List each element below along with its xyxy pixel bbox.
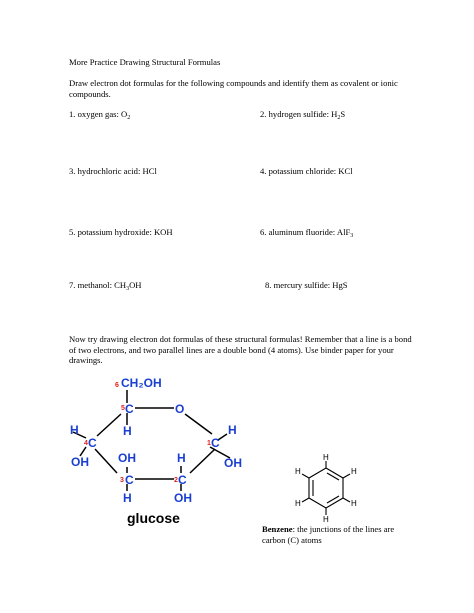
carbon-2: C [178, 473, 187, 487]
benzene-h-upper-left: H [295, 467, 301, 476]
item-6: 6. aluminum fluoride: AlF$_3$ [260, 227, 354, 239]
instructions: Draw electron dot formulas for the following compounds and identify them as covalent or ionic compounds. [69, 78, 398, 99]
carbon-number-1: 1 [207, 440, 211, 447]
benzene-h-top: H [323, 453, 329, 462]
hydrogen-c5: H [123, 424, 132, 438]
hydrogen-c3: H [123, 491, 132, 505]
benzene-h-upper-right: H [351, 467, 357, 476]
hydroxyl-c3: OH [118, 451, 136, 465]
item-5: 5. potassium hydroxide: KOH [69, 227, 173, 237]
carbon-3: C [125, 473, 134, 487]
carbon-number-3: 3 [120, 477, 124, 484]
hydrogen-c2: H [177, 451, 186, 465]
carbon-1: C [211, 436, 220, 450]
carbon-4: C [88, 436, 97, 450]
benzene-h-bottom: H [323, 515, 329, 524]
item-7: 7. methanol: $CH_3OH$ [69, 280, 142, 292]
benzene-caption: Benzene: the junctions of the lines are carbon (C) atoms [262, 524, 395, 545]
item-2: 2. hydrogen sulfide: $H_2S$ [260, 109, 346, 121]
hydroxyl-c4: OH [71, 455, 89, 469]
structural-intro: Now try drawing electron dot formulas of these structural formulas! Remember that a line is a bond of two electrons, and two parallel lines are a double bond (4 atoms). Use binder paper for your drawings. [69, 334, 412, 365]
item-1: 1. oxygen gas: $O_2$ [69, 109, 131, 121]
carbon-number-2: 2 [174, 477, 178, 484]
glucose-label: glucose [127, 510, 180, 526]
hydroxyl-c1: OH [224, 456, 242, 470]
carbon-number-6: 6 [115, 382, 119, 389]
carbon-number-5: 5 [121, 405, 125, 412]
hydroxyl-c2: OH [174, 491, 192, 505]
carbon-number-4: 4 [84, 440, 88, 447]
ring-oxygen: O [175, 402, 185, 416]
ch2oh-group: CH₂OH [121, 376, 162, 390]
hydrogen-c1: H [228, 423, 237, 437]
carbon-5: C [125, 402, 134, 416]
hydrogen-c4: H [70, 423, 79, 437]
item-4: 4. potassium chloride: KCl [260, 166, 353, 176]
item-8: 8. mercury sulfide: HgS [265, 280, 348, 290]
page-title: More Practice Drawing Structural Formulas [69, 57, 221, 67]
item-3: 3. hydrochloric acid: HCl [69, 166, 157, 176]
benzene-h-lower-right: H [351, 499, 357, 508]
benzene-h-lower-left: H [295, 499, 301, 508]
